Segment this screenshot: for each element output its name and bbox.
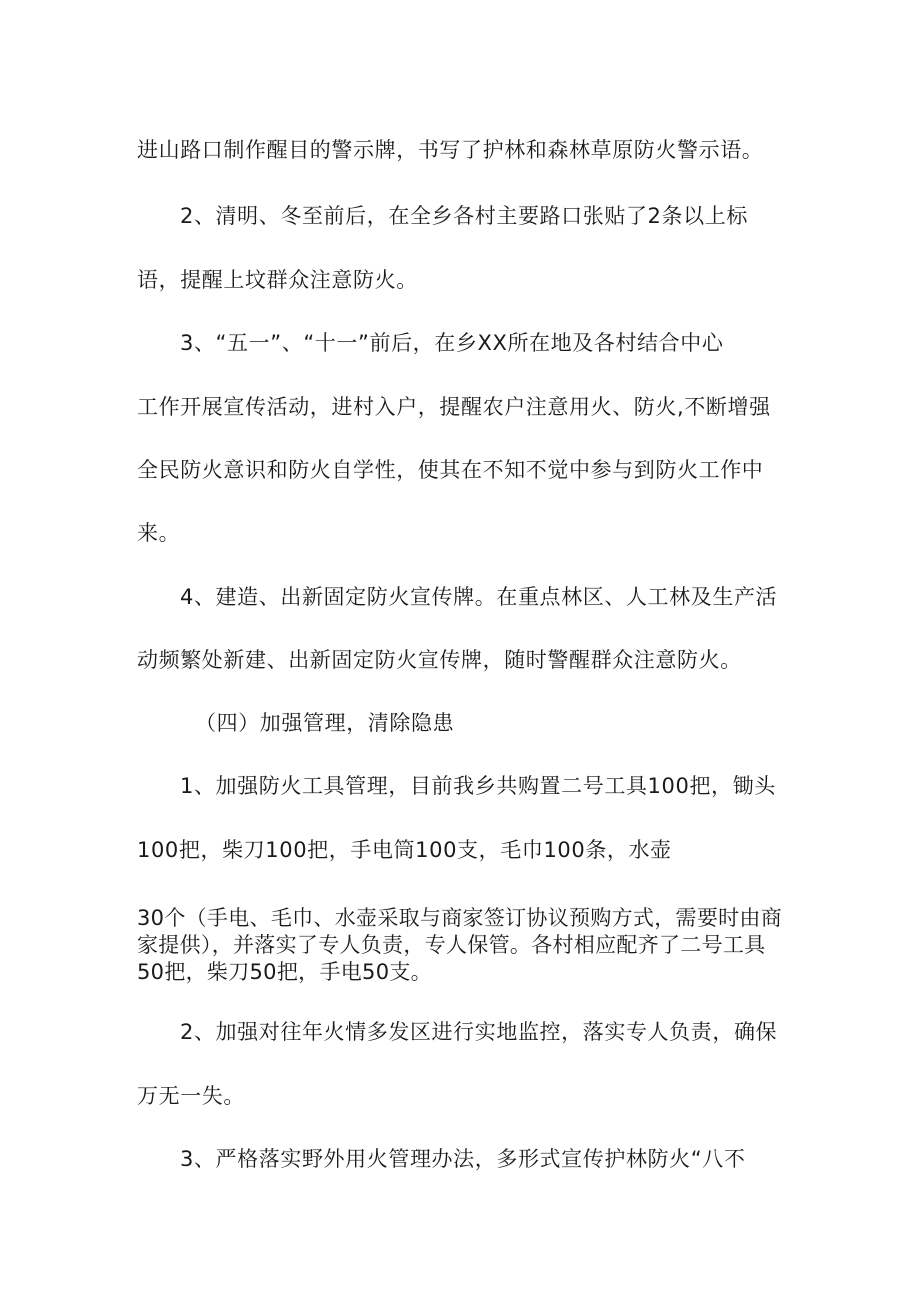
text-line: 4、建造、出新固定防火宣传牌。在重点林区、人工林及生产活: [180, 585, 778, 609]
section-heading: （四）加强管理，清除隐患: [195, 711, 455, 735]
text-line: 2、清明、冬至前后，在全乡各村主要路口张贴了2条以上标: [180, 204, 748, 228]
text-line: 2、加强对往年火情多发区进行实地监控，落实专人负责，确保: [180, 1020, 778, 1044]
text-line: 1、加强防火工具管理，目前我乡共购置二号工具100把，锄头: [180, 774, 776, 798]
text-line: 50把，柴刀50把，手电50支。: [137, 960, 432, 984]
text-line: 语，提醒上坟群众注意防火。: [137, 268, 418, 292]
text-line: 全民防火意识和防火自学性，使其在不知不觉中参与到防火工作中: [137, 458, 764, 482]
dense-paragraph: [137, 905, 797, 986]
text-line: 工作开展宣传活动，进村入户，提醒农户注意用火、防火,不断增强: [137, 395, 771, 419]
text-line: 万无一失。: [137, 1084, 245, 1108]
text-line: 3、“五一”、“十一”前后，在乡XX所在地及各村结合中心: [180, 331, 724, 355]
text-line: 30个（手电、毛巾、水壶采取与商家签订协议预购方式，需要时由商: [137, 906, 783, 930]
text-line: 动频繁处新建、出新固定防火宣传牌，随时警醒群众注意防火。: [137, 648, 742, 672]
text-line: 来。: [137, 521, 181, 545]
text-line: 3、严格落实野外用火管理办法，多形式宣传护林防火“八不: [180, 1147, 746, 1171]
text-line: 进山路口制作醒目的警示牌，书写了护林和森林草原防火警示语。: [137, 138, 764, 162]
text-line: 家提供），并落实了专人负责，专人保管。各村相应配齐了二号工具: [137, 933, 766, 957]
text-line: 100把，柴刀100把，手电筒100支，毛巾100条，水壶: [137, 838, 672, 862]
